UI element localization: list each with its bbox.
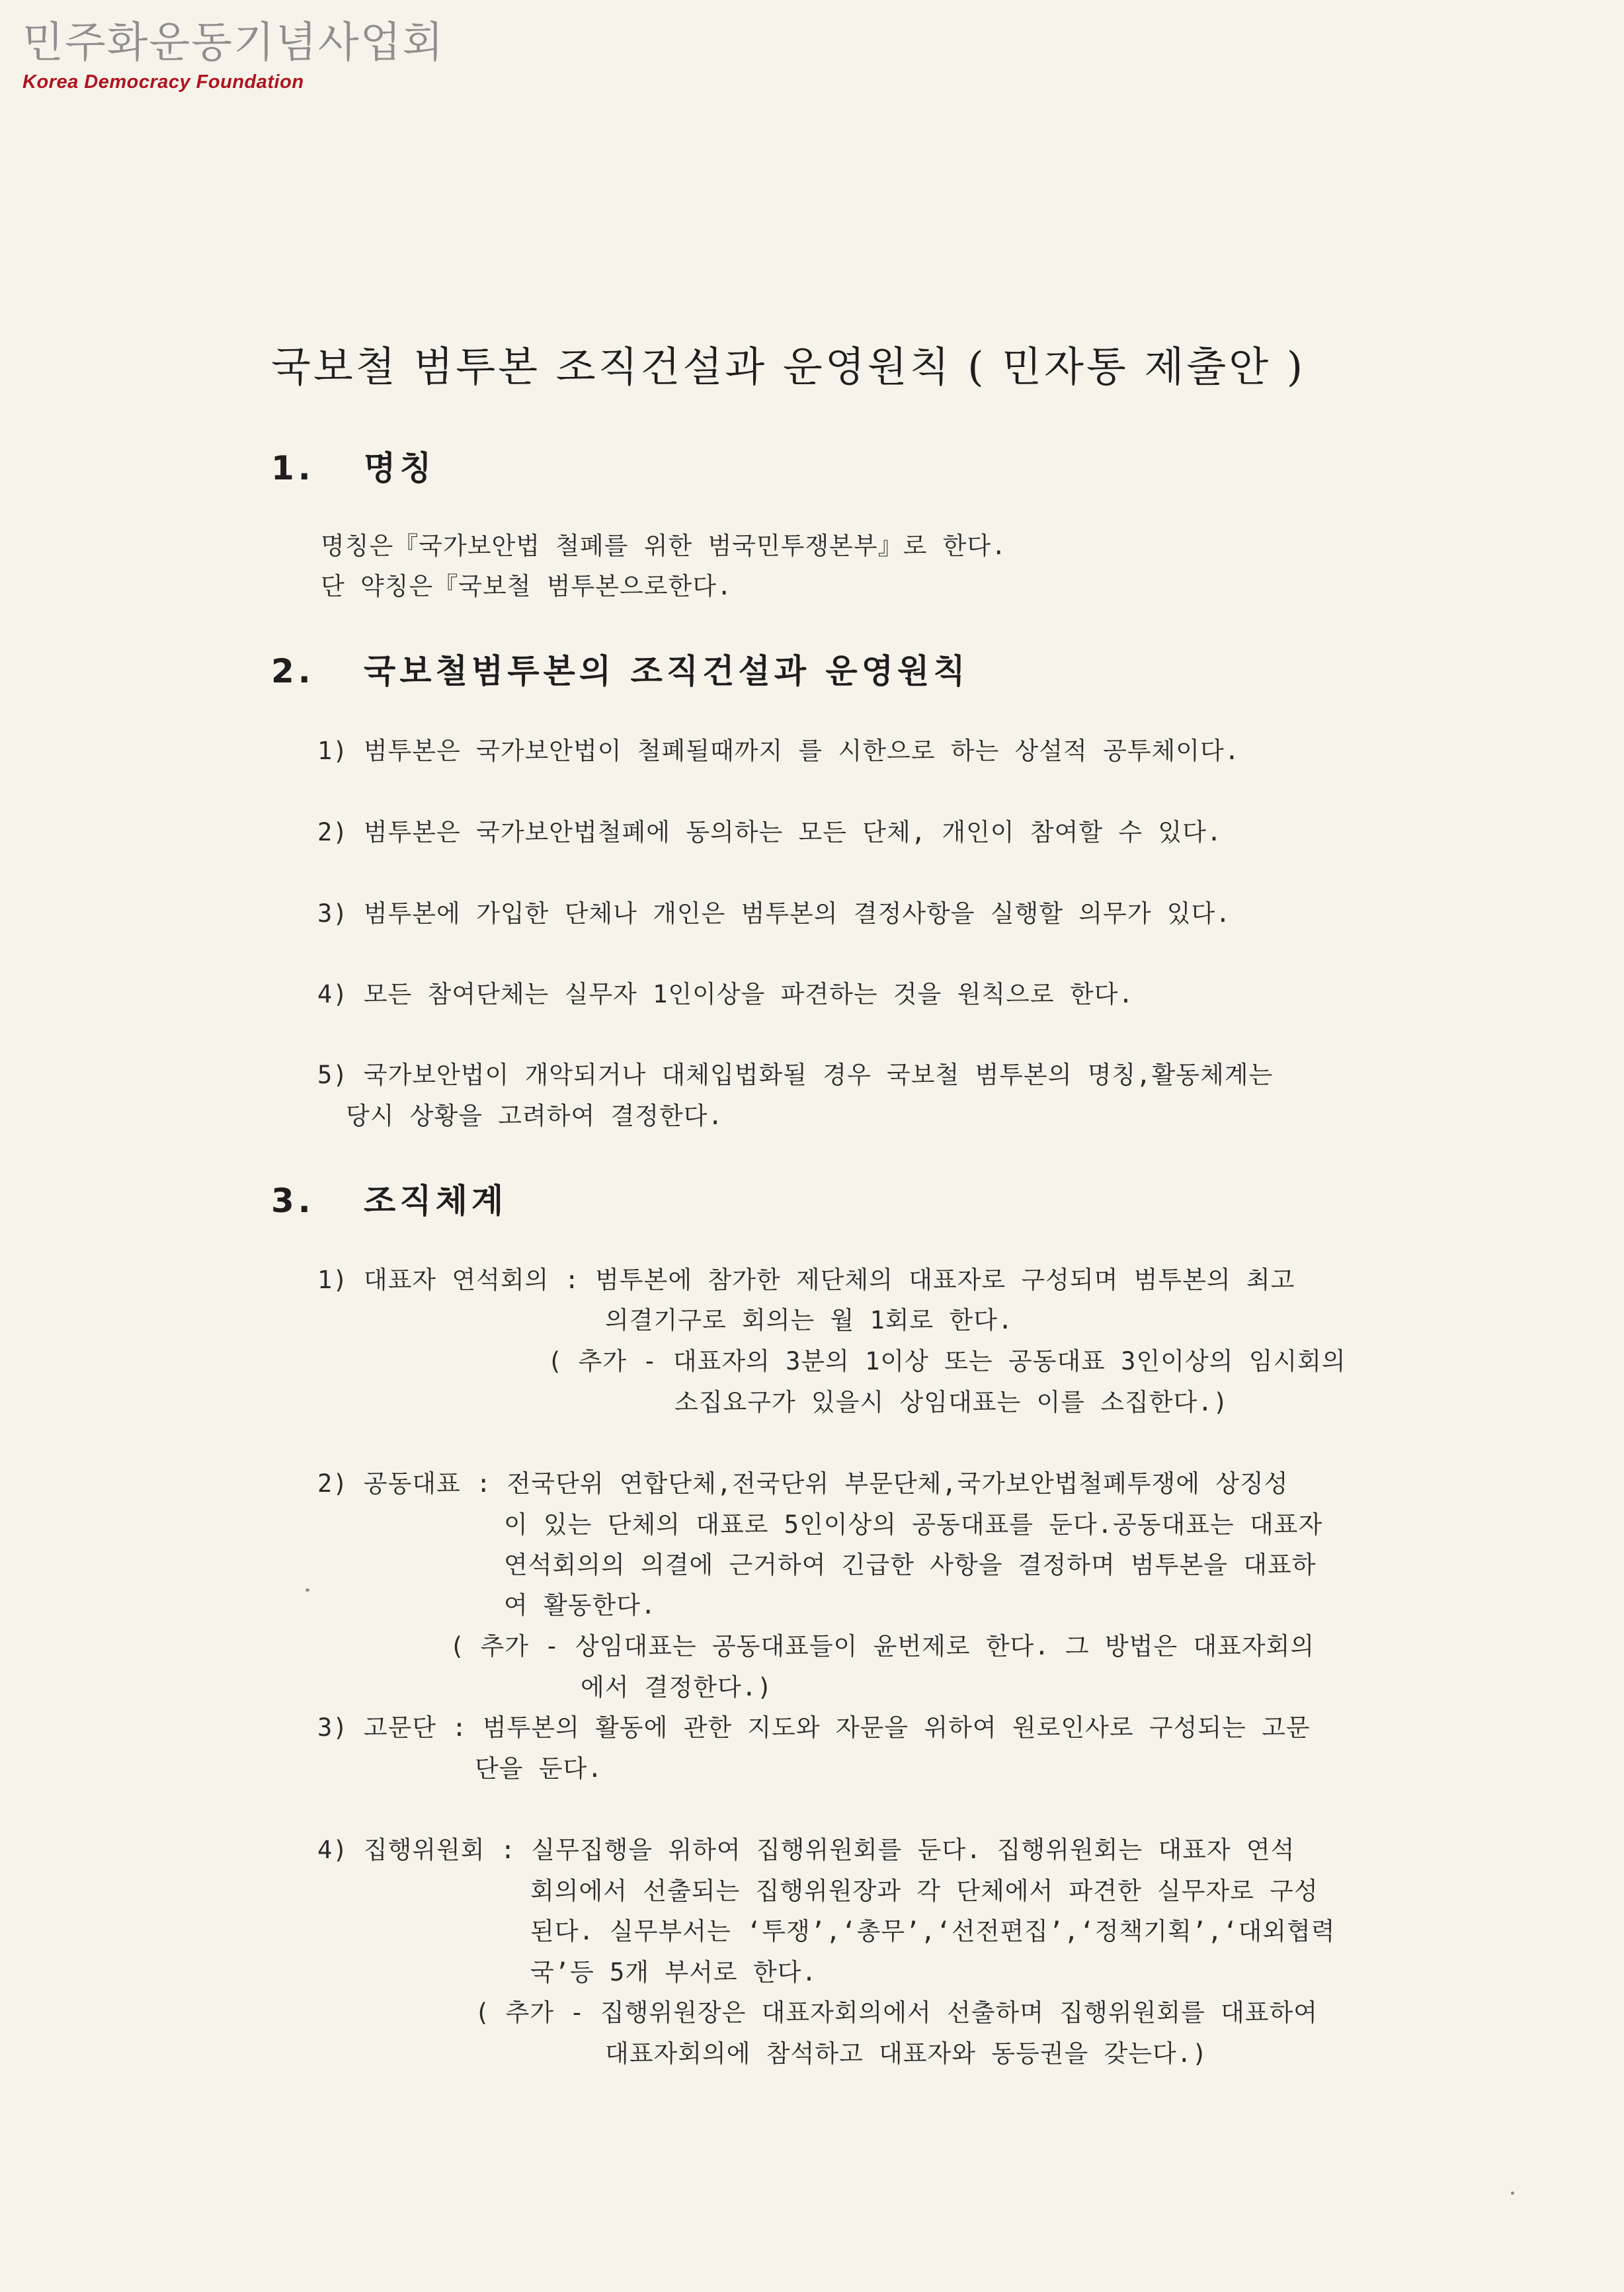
section-number: 3.	[271, 1182, 315, 1220]
section-number: 1.	[271, 449, 315, 487]
scan-speck	[1511, 2191, 1514, 2195]
list-item-continuation: 이 있는 단체의 대표로 5인이상의 공동대표를 둔다.공동대표는 대표자	[504, 1510, 1323, 1539]
section-3-heading	[271, 1174, 507, 1222]
list-item-continuation: 당시 상황을 고려하여 결정한다.	[346, 1102, 723, 1130]
paragraph-line: 단 약칭은『국보철 범투본으로한다.	[321, 572, 733, 600]
note-line: ( 추가 - 대표자의 3분의 1이상 또는 공동대표 3인이상의 임시회의	[548, 1347, 1346, 1375]
note-line: ( 추가 - 상임대표는 공동대표들이 윤번제로 한다. 그 방법은 대표자회의	[450, 1632, 1315, 1660]
foundation-watermark	[22, 20, 444, 93]
list-item: 1) 대표자 연석회의 : 범투본에 참가한 제단체의 대표자로 구성되며 범투본의 최고	[317, 1266, 1295, 1294]
list-item: 5) 국가보안법이 개악되거나 대체입법화될 경우 국보철 범투본의 명칭,활동체계는	[317, 1061, 1274, 1089]
paragraph-line: 명칭은『국가보안법 철폐를 위한 범국민투쟁본부』로 한다.	[321, 532, 1007, 560]
list-item-continuation: 된다. 실무부서는 ‘투쟁’,‘총무’,‘선전편집’,‘정책기획’,‘대외협력	[530, 1917, 1336, 1945]
section-number: 2.	[271, 652, 315, 690]
document-title: 국보철 범투본 조직건설과 운영원칙 ( 민자통 제출안 )	[271, 343, 1306, 391]
note-line: ( 추가 - 집행위원장은 대표자회의에서 선출하며 집행위원회를 대표하여	[475, 1998, 1318, 2027]
section-title: 국보철범투본의 조직건설과 운영원칙	[364, 652, 969, 690]
section-title: 명칭	[364, 449, 436, 487]
scan-speck	[305, 1588, 309, 1592]
section-title: 조직체계	[364, 1182, 508, 1220]
list-item: 4) 집행위원회 : 실무집행을 위하여 집행위원회를 둔다. 집행위원회는 대표자 연석	[317, 1836, 1295, 1864]
section-1-heading	[271, 442, 436, 489]
note-line: 에서 결정한다.)	[581, 1673, 773, 1701]
list-item: 2) 공동대표 : 전국단위 연합단체,전국단위 부문단체,국가보안법철폐투쟁에 상징성	[317, 1469, 1289, 1498]
section-2-heading	[271, 645, 969, 692]
watermark-korean: 민주화운동기념사업회	[22, 19, 445, 67]
list-item-continuation: 단을 둔다.	[475, 1754, 603, 1783]
list-item: 4) 모든 참여단체는 실무자 1인이상을 파견하는 것을 원칙으로 한다.	[317, 980, 1134, 1008]
list-item-continuation: 국’등 5개 부서로 한다.	[530, 1958, 817, 1986]
list-item: 1) 범투본은 국가보안법이 철폐될때까지 를 시한으로 하는 상설적 공투체이다.	[317, 737, 1240, 765]
list-item: 3) 고문단 : 범투본의 활동에 관한 지도와 자문을 위하여 원로인사로 구성되는 고문	[317, 1713, 1311, 1742]
list-item-continuation: 의결기구로 회의는 월 1회로 한다.	[605, 1306, 1014, 1334]
list-item-continuation: 연석회의의 의결에 근거하여 긴급한 사항을 결정하며 범투본을 대표하	[504, 1551, 1317, 1579]
watermark-english: Korea Democracy Foundation	[22, 71, 304, 93]
note-line: 대표자회의에 참석하고 대표자와 동등권을 갖는다.)	[605, 2039, 1208, 2068]
list-item-continuation: 회의에서 선출되는 집행위원장과 각 단체에서 파견한 실무자로 구성	[530, 1877, 1319, 1905]
list-item: 2) 범투본은 국가보안법철폐에 동의하는 모든 단체, 개인이 참여할 수 있다.	[317, 818, 1223, 846]
note-line: 소집요구가 있을시 상임대표는 이를 소집한다.)	[674, 1388, 1229, 1416]
list-item-continuation: 여 활동한다.	[504, 1591, 657, 1619]
list-item: 3) 범투본에 가입한 단체나 개인은 범투본의 결정사항을 실행할 의무가 있다.	[317, 899, 1231, 928]
